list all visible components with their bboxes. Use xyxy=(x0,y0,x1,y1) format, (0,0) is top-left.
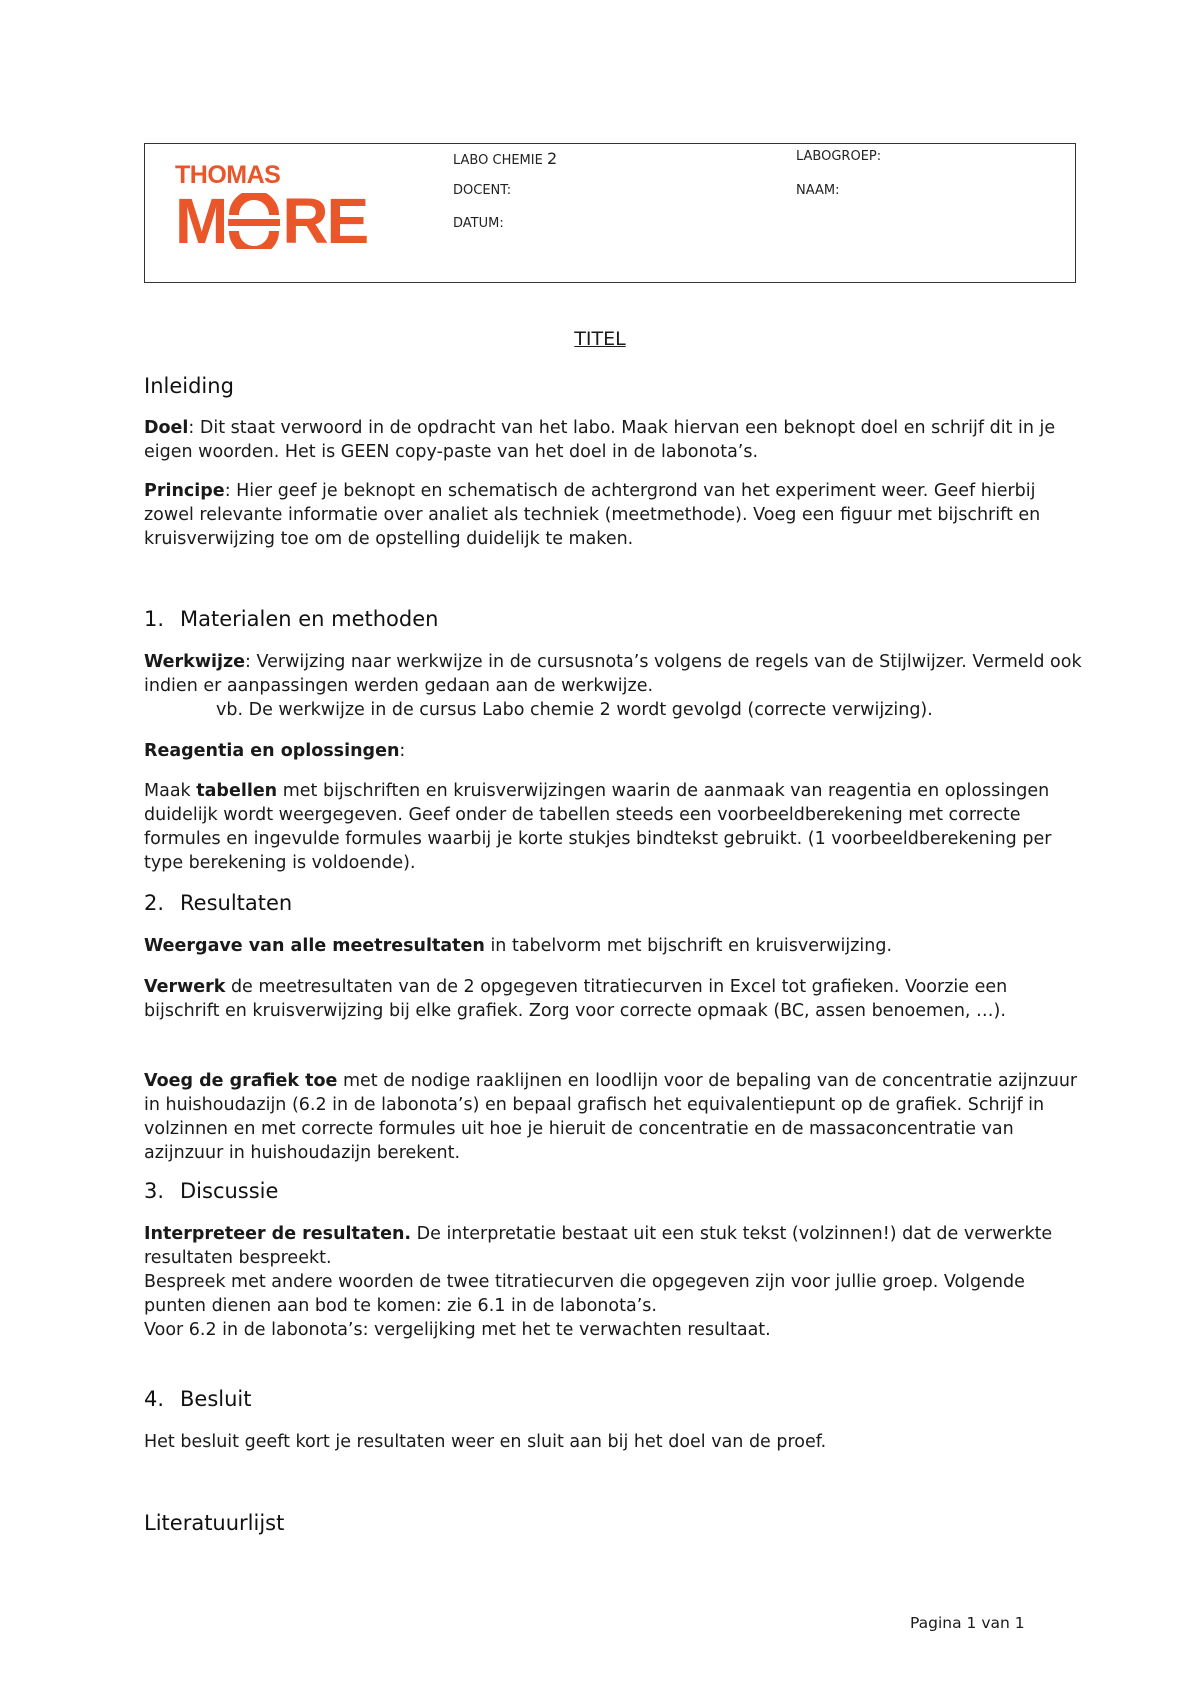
paragraph-voeg-grafiek: Voeg de grafiek toe met de nodige raaklijnen en loodlijn voor de bepaling van de concentratie azijnzuur in huishoudazijn (6.2 in de labonota’s) en bepaal grafisch het equivalentiepunt op de grafiek. Schrijf in volzinnen en met correcte formules uit hoe je hieruit de concentratie en de massaconcentratie van azijnzuur in huishoudazijn berekent. xyxy=(144,1071,1078,1163)
logo-top-text: THOMAS xyxy=(175,161,281,189)
paragraph-voor-62: Voor 6.2 in de labonota’s: vergelijking met het te verwachten resultaat. xyxy=(144,1320,771,1340)
paragraph-verwerk: Verwerk de meetresultaten van de 2 opgegeven titratiecurven in Excel tot grafieken. Voorzie een bijschrift en kruisverwijzing bij elke grafiek. Zorg voor correcte opmaak (BC, assen benoemen, …). xyxy=(144,977,1008,1021)
paragraph-doel: Doel: Dit staat verwoord in de opdracht van het labo. Maak hiervan een beknopt doel en schrijf dit in je eigen woorden. Het is GEEN copy-paste van het doel in de labonota’s. xyxy=(144,418,1056,462)
docent-field: DOCENT: xyxy=(453,183,512,198)
paragraph-besluit: Het besluit geeft kort je resultaten weer en sluit aan bij het doel van de proef. xyxy=(144,1432,827,1452)
naam-field: NAAM: xyxy=(796,183,840,198)
heading-resultaten: 2. Resultaten xyxy=(144,891,293,915)
paragraph-principe: Principe: Hier geef je beknopt en schematisch de achtergrond van het experiment weer. Geef hierbij zowel relevante informatie over analiet als techniek (meetmethode). Voeg een figuur met bijschrift en kruisverwijzing toe om de opstelling duidelijk te maken. xyxy=(144,481,1041,549)
header-box xyxy=(144,143,1076,283)
paragraph-werkwijze: Werkwijze: Verwijzing naar werkwijze in de cursusnota’s volgens de regels van de Stijlwijzer. Vermeld ook indien er aanpassingen werden gedaan aan de werkwijze. xyxy=(144,652,1082,696)
logo-m: M xyxy=(175,185,227,257)
labogroep-field: LABOGROEP: xyxy=(796,149,882,164)
paragraph-bespreek: Bespreek met andere woorden de twee titratiecurven die opgegeven zijn voor jullie groep. Volgende punten dienen aan bod te komen: zie 6.1 in de labonota’s. xyxy=(144,1272,1025,1316)
page-number: Pagina 1 van 1 xyxy=(910,1614,1025,1632)
logo-re: RE xyxy=(282,185,368,257)
paragraph-weergave: Weergave van alle meetresultaten in tabelvorm met bijschrift en kruisverwijzing. xyxy=(144,936,893,956)
datum-field: DATUM: xyxy=(453,216,504,231)
heading-materialen: 1. Materialen en methoden xyxy=(144,607,439,631)
heading-literatuurlijst: Literatuurlijst xyxy=(144,1511,285,1535)
paragraph-werkwijze-example: vb. De werkwijze in de cursus Labo chemie 2 wordt gevolgd (correcte verwijzing). xyxy=(216,700,933,720)
heading-discussie: 3. Discussie xyxy=(144,1179,279,1203)
paragraph-tabellen: Maak tabellen met bijschriften en kruisverwijzingen waarin de aanmaak van reagentia en oplossingen duidelijk wordt weergegeven. Geef onder de tabellen steeds een voorbeeldberekening met correcte formules en ingevulde formules waarbij je korte stukjes bindtekst gebruikt. (1 voorbeeldberekening per type berekening is voldoende). xyxy=(144,781,1052,873)
heading-inleiding: Inleiding xyxy=(144,374,234,398)
heading-besluit: 4. Besluit xyxy=(144,1387,252,1411)
thomas-more-logo xyxy=(175,161,368,257)
paragraph-interpreteer: Interpreteer de resultaten. De interpretatie bestaat uit een stuk tekst (volzinnen!) dat de verwerkte resultaten bespreekt. xyxy=(144,1224,1053,1268)
course-field: LABO CHEMIE 2 xyxy=(453,149,558,168)
paragraph-reagentia: Reagentia en oplossingen: xyxy=(144,741,406,761)
document-title: TITEL xyxy=(574,328,626,350)
logo-o-icon xyxy=(228,193,280,249)
